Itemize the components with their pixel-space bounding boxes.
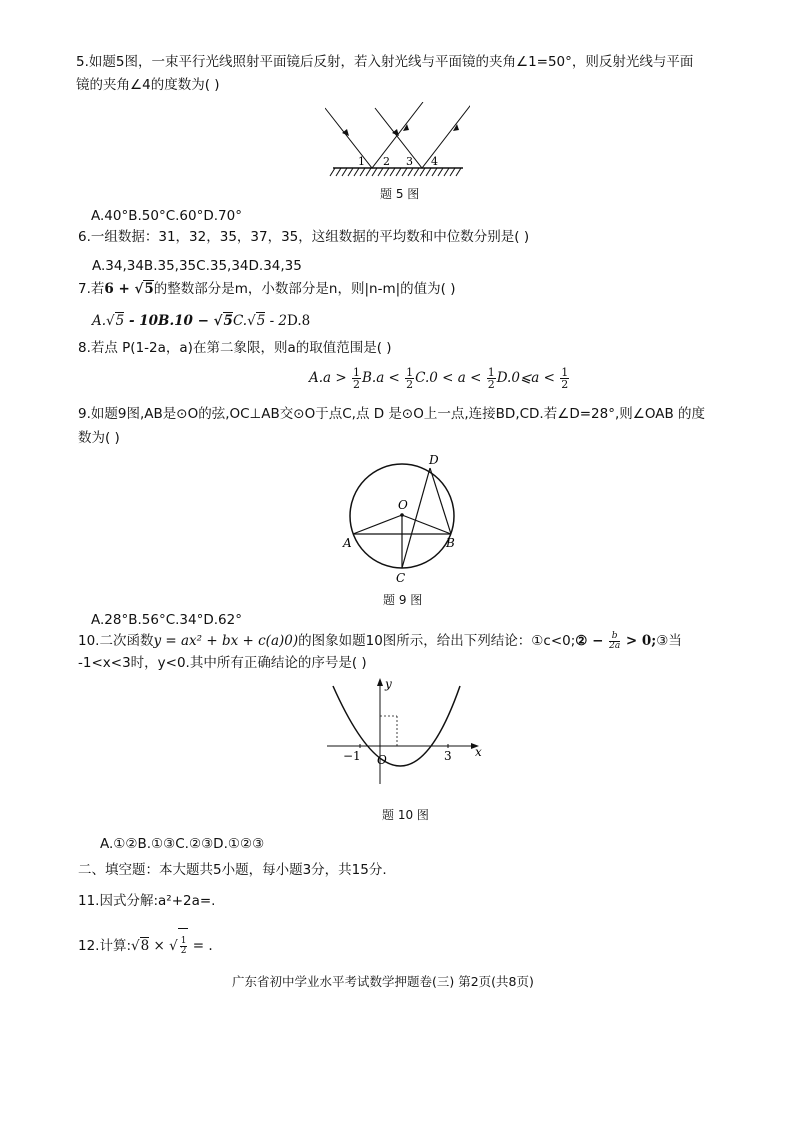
q10-conclusion-2: ② − $\frac{b}{2a}$ > 0;: [575, 631, 657, 651]
angle-label-4: 4: [431, 155, 438, 168]
q9-stem-line1: 9.如题9图,AB是⊙O的弦,OC⊥AB交⊙O于点C,点 D 是⊙O上一点,连接BD,CD.若∠D=28°,则∠OAB 的度: [78, 406, 706, 422]
segment-db: [430, 468, 451, 534]
q7-opt-b: B.10 − √5: [158, 313, 233, 329]
q6-stem: 6.一组数据：31，32，35，37，35，这组数据的平均数和中位数分别是( ): [78, 229, 530, 245]
q5-options: A.40°B.50°C.60°D.70°: [91, 208, 242, 224]
q8-opt-d: D.0⩽a <: [496, 370, 560, 386]
q8-opt-a: A.a >: [309, 370, 351, 386]
q10-function: y = ax² + bx + c(a)0): [153, 633, 299, 649]
q10-options: A.①②B.①③C.②③D.①②③: [100, 836, 265, 852]
q9-segments: [353, 468, 451, 568]
q8-opt-c: C.0 < a <: [415, 370, 486, 386]
segment-ao: [353, 515, 402, 534]
q7-opt-a: A.√5 - 10: [92, 313, 159, 329]
center-point: [400, 513, 404, 517]
q8-frac-a: $\frac{1}{2}$: [352, 366, 360, 391]
label-b: B: [446, 536, 455, 550]
q8-stem: 8.若点 P(1-2a，a)在第二象限，则a的取值范围是( ): [78, 340, 392, 356]
q10-parabola-figure: [325, 676, 485, 786]
label-y: y: [385, 677, 392, 691]
q7-opt-d: D.8: [287, 313, 311, 329]
q5-stem-line1: 5.如题5图，一束平行光线照射平面镜后反射，若入射光线与平面镜的夹角∠1=50°，则反射光线与平面: [76, 54, 694, 70]
q8-opt-b: B.a <: [361, 370, 405, 386]
q6-options: A.34,34B.35,35C.35,34D.34,35: [92, 258, 302, 274]
segment-dc: [402, 468, 430, 568]
q11-stem: 11.因式分解:a²+2a=.: [78, 893, 216, 909]
q8-frac-b: $\frac{1}{2}$: [406, 366, 414, 391]
q10-caption: 题 10 图: [382, 808, 429, 822]
q8-frac-d: $\frac{1}{2}$: [561, 366, 569, 391]
segment-ob: [402, 515, 451, 534]
q8-options: [309, 360, 570, 396]
q12-stem: 12.计算:√8 × √ $\frac{1}{2}$ = .: [78, 928, 213, 963]
q8-frac-c: $\frac{1}{2}$: [487, 366, 495, 391]
q10-stem-line2: -1<x<3时，y<0.其中所有正确结论的序号是( ): [78, 655, 367, 671]
q7-pre: 7.若: [78, 281, 105, 297]
angle-label-3: 3: [406, 155, 413, 168]
angle-label-2: 2: [383, 155, 390, 168]
label-origin: O: [377, 753, 387, 767]
angle-label-1: 1: [358, 155, 365, 168]
label-o: O: [398, 498, 408, 512]
label-x: x: [475, 745, 482, 759]
label-c: C: [396, 571, 406, 584]
q7-post: 的整数部分是m，小数部分是n，则|n-m|的值为( ): [153, 281, 456, 297]
q5-stem-line2: 镜的夹角∠4的度数为( ): [76, 77, 220, 93]
q5-caption: 题 5 图: [380, 187, 420, 201]
q12-expression: √8 × √ $\frac{1}{2}$ = .: [131, 938, 213, 954]
q9-caption: 题 9 图: [383, 593, 423, 607]
q7-stem: [78, 279, 456, 299]
q7-opt-c: C.√5 - 2: [232, 313, 288, 329]
q7-expr: 6 + √5: [104, 281, 154, 297]
section-2-heading: 二、填空题：本大题共5小题，每小题3分，共15分.: [78, 862, 387, 878]
q5-mirror-figure: [325, 102, 470, 182]
label-three: 3: [444, 749, 452, 763]
label-a: A: [343, 536, 352, 550]
label-d: D: [429, 453, 439, 467]
y-axis-arrow: [377, 678, 383, 686]
page-footer: 广东省初中学业水平考试数学押题卷(三) 第2页(共8页): [232, 974, 534, 989]
q7-options: [92, 311, 310, 331]
q9-stem-line2: 数为( ): [78, 430, 120, 446]
q9-options: A.28°B.56°C.34°D.62°: [91, 612, 242, 628]
ray-arrows: [342, 124, 459, 136]
label-neg1: −1: [343, 749, 361, 763]
mirror-hatching: [330, 168, 461, 176]
q10-stem-line1: 10.二次函数y = ax² + bx + c(a)0)的图象如题10图所示，给出下列结论：①c<0;② − $\frac{b}{2a}$ > 0;③当: [78, 631, 682, 651]
q9-circle-figure: [340, 452, 465, 584]
